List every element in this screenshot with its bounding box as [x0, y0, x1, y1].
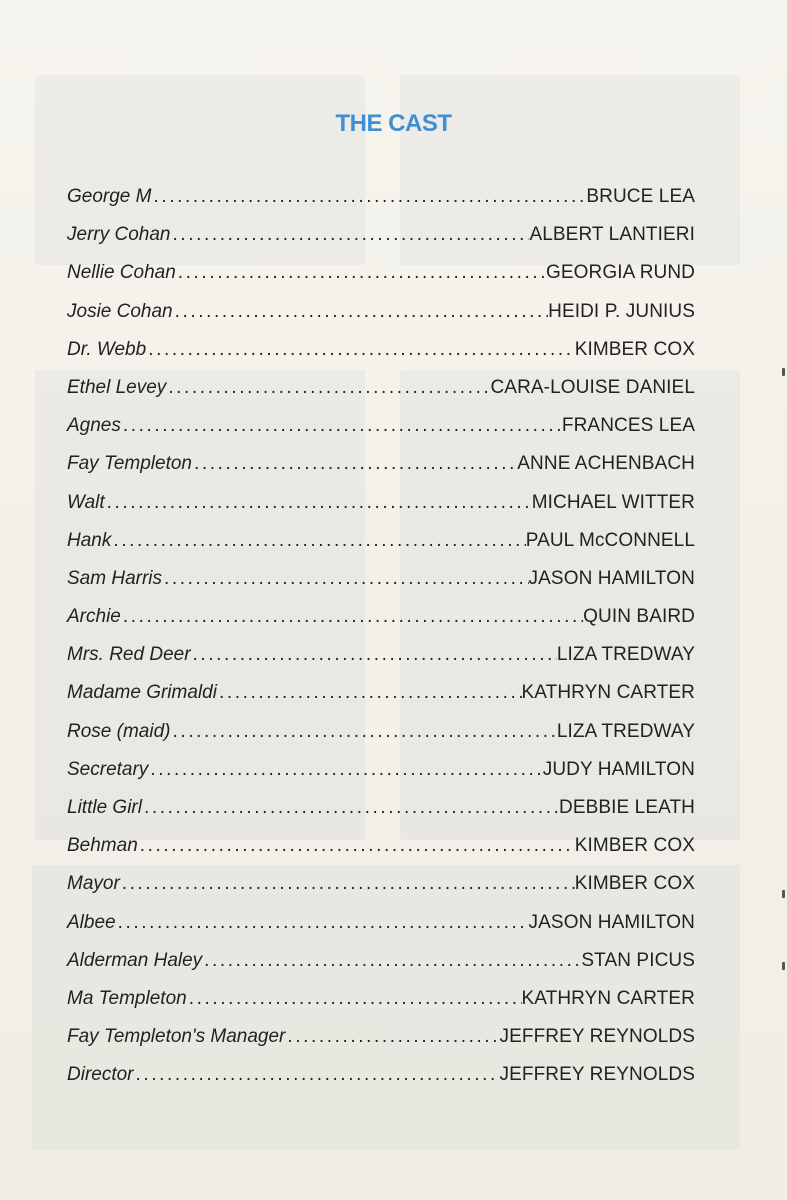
cast-row	[67, 224, 695, 262]
actor-name: KIMBER COX	[574, 338, 695, 360]
dot-leader	[173, 301, 549, 323]
actor-name: FRANCES LEA	[561, 415, 695, 437]
actor-name: GEORGIA RUND	[546, 262, 695, 284]
cast-row	[67, 873, 695, 911]
cast-row	[67, 759, 695, 797]
dot-leader	[111, 530, 525, 552]
cast-list	[67, 186, 695, 1103]
dot-leader	[187, 988, 522, 1010]
actor-name: CARA-LOUISE DANIEL	[490, 376, 695, 398]
actor-name: KIMBER COX	[574, 835, 695, 857]
role-name: Nellie Cohan	[67, 262, 176, 284]
role-name: Secretary	[67, 758, 149, 780]
actor-name: JASON HAMILTON	[528, 911, 695, 933]
role-name: George M	[67, 186, 152, 207]
role-name: Behman	[67, 835, 138, 857]
dot-leader	[134, 1064, 500, 1086]
cast-row	[67, 301, 695, 339]
cast-row	[67, 835, 695, 873]
actor-name: JEFFREY REYNOLDS	[499, 1064, 695, 1086]
cast-row	[67, 1026, 695, 1064]
actor-name: DEBBIE LEATH	[559, 797, 695, 818]
role-name: Dr. Webb	[67, 338, 147, 360]
page-title: THE CAST	[335, 110, 452, 137]
cast-row	[67, 339, 695, 377]
actor-name: PAUL McCONNELL	[525, 529, 695, 551]
dot-leader	[148, 759, 542, 781]
dot-leader	[105, 492, 532, 514]
dot-leader	[138, 835, 575, 857]
role-name: Sam Harris	[67, 567, 163, 589]
cast-row	[67, 988, 695, 1026]
actor-name: KATHRYN CARTER	[521, 682, 695, 704]
actor-name: JASON HAMILTON	[528, 567, 695, 589]
cast-row	[67, 912, 695, 950]
cast-row	[67, 530, 695, 568]
cast-row	[67, 492, 695, 530]
role-name: Jerry Cohan	[67, 224, 171, 246]
dot-leader	[192, 453, 517, 475]
cast-row	[67, 415, 695, 453]
dot-leader	[202, 950, 581, 972]
role-name: Ma Templeton	[67, 987, 187, 1009]
cast-row	[67, 606, 695, 644]
role-name: Archie	[67, 606, 121, 628]
role-name: Fay Templeton's Manager	[67, 1026, 286, 1048]
actor-name: KATHRYN CARTER	[521, 987, 695, 1009]
cast-row	[67, 682, 695, 720]
actor-name: LIZA TREDWAY	[556, 720, 695, 742]
cast-row	[67, 453, 695, 491]
actor-name: LIZA TREDWAY	[556, 644, 695, 666]
role-name: Madame Grimaldi	[67, 682, 217, 704]
dot-leader	[176, 262, 546, 284]
actor-name: KIMBER COX	[574, 873, 695, 895]
role-name: Mrs. Red Deer	[67, 644, 191, 666]
cast-row	[67, 797, 695, 835]
dot-leader	[146, 339, 574, 361]
actor-name: STAN PICUS	[581, 949, 695, 971]
dot-leader	[120, 873, 575, 895]
cast-row	[67, 186, 695, 224]
dot-leader	[162, 568, 529, 590]
dot-leader	[171, 224, 530, 246]
actor-name: JEFFREY REYNOLDS	[499, 1026, 695, 1048]
dot-leader	[151, 186, 586, 208]
role-name: Director	[67, 1064, 134, 1086]
page-edge-mark	[782, 368, 785, 376]
actor-name: ALBERT LANTIERI	[529, 224, 695, 246]
role-name: Albee	[67, 911, 116, 933]
cast-row	[67, 262, 695, 300]
role-name: Little Girl	[67, 797, 142, 818]
actor-name: HEIDI P. JUNIUS	[548, 300, 695, 322]
page-edge-mark	[782, 962, 785, 970]
cast-row	[67, 568, 695, 606]
cast-row	[67, 950, 695, 988]
dot-leader	[191, 644, 557, 666]
dot-leader	[217, 682, 522, 704]
actor-name: BRUCE LEA	[586, 186, 695, 207]
cast-row	[67, 721, 695, 759]
page-edge-mark	[782, 890, 785, 898]
dot-leader	[116, 912, 529, 934]
role-name: Agnes	[67, 415, 121, 437]
role-name: Josie Cohan	[67, 300, 173, 322]
role-name: Walt	[67, 491, 105, 513]
dot-leader	[121, 606, 583, 628]
actor-name: JUDY HAMILTON	[542, 758, 695, 780]
role-name: Mayor	[67, 873, 120, 895]
role-name: Ethel Levey	[67, 376, 167, 398]
cast-row	[67, 377, 695, 415]
actor-name: QUIN BAIRD	[583, 606, 695, 628]
role-name: Alderman Haley	[67, 949, 203, 971]
cast-row	[67, 644, 695, 682]
dot-leader	[170, 721, 556, 743]
cast-row	[67, 1064, 695, 1102]
dot-leader	[121, 415, 562, 437]
role-name: Fay Templeton	[67, 453, 192, 475]
dot-leader	[166, 377, 490, 399]
dot-leader	[285, 1026, 499, 1048]
role-name: Hank	[67, 529, 112, 551]
dot-leader	[142, 797, 559, 819]
actor-name: MICHAEL WITTER	[531, 491, 695, 513]
role-name: Rose (maid)	[67, 720, 171, 742]
actor-name: ANNE ACHENBACH	[517, 453, 695, 475]
